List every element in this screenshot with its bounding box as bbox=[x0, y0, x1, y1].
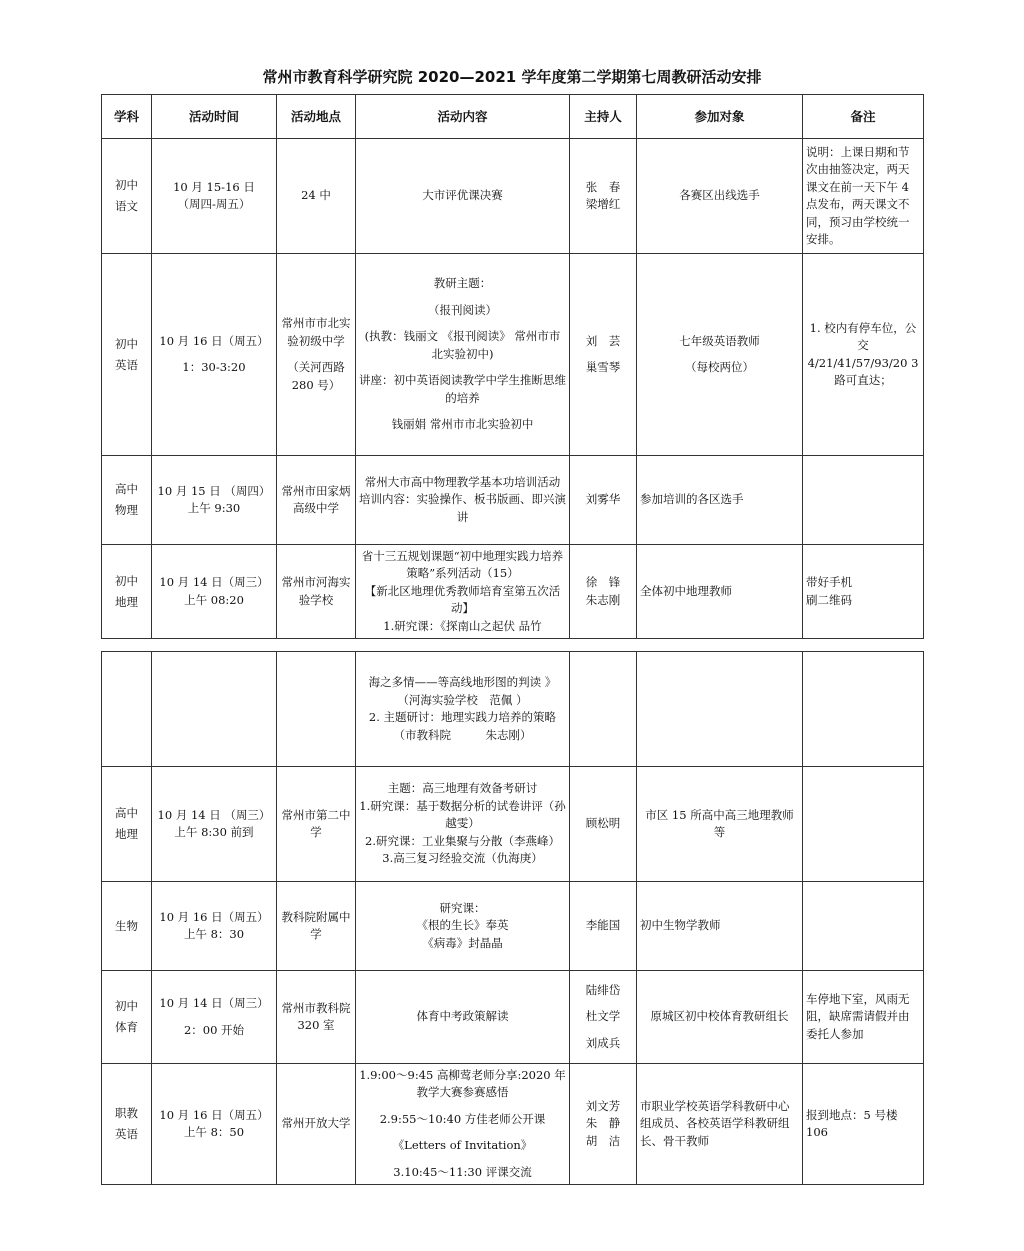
cell-notes bbox=[803, 882, 924, 971]
cell-time: 10 月 16 日（周五） 上午 8：50 bbox=[152, 1064, 277, 1185]
cell-time: 10 月 16 日（周五） 1：30-3:20 bbox=[152, 254, 277, 456]
cell-host: 刘 芸 巢雪琴 bbox=[570, 254, 637, 456]
cell-subject: 初中 英语 bbox=[102, 254, 152, 456]
header-content: 活动内容 bbox=[356, 95, 570, 139]
cell-location: 常州市河海实验学校 bbox=[277, 545, 356, 639]
cell-subject bbox=[102, 652, 152, 767]
header-location: 活动地点 bbox=[277, 95, 356, 139]
cell-location: 常州市市北实验初级中学 （关河西路 280 号） bbox=[277, 254, 356, 456]
cell-time: 10 月 14 日（周三） 上午 08:20 bbox=[152, 545, 277, 639]
cell-content: 常州大市高中物理教学基本功培训活动 培训内容：实验操作、板书版画、即兴演讲 bbox=[356, 456, 570, 545]
cell-notes: 说明：上课日期和节次由抽签决定，两天课文在前一天下午 4 点发布，两天课文不同，预习由学校统一安排。 bbox=[803, 139, 924, 254]
cell-host: 刘文芳 朱 静 胡 洁 bbox=[570, 1064, 637, 1185]
cell-participants: 七年级英语教师 （每校两位） bbox=[637, 254, 803, 456]
cell-content: 教研主题： （报刊阅读） (执教：钱丽文 《报刊阅读》 常州市市北实验初中) 讲座：初中英语阅读教学中学生推断思维的培养 钱丽娟 常州市市北实验初中 bbox=[356, 254, 570, 456]
table-row bbox=[102, 456, 924, 545]
table-row bbox=[102, 1064, 924, 1185]
cell-subject: 生物 bbox=[102, 882, 152, 971]
header-participants: 参加对象 bbox=[637, 95, 803, 139]
table-row bbox=[102, 652, 924, 767]
cell-subject: 初中 地理 bbox=[102, 545, 152, 639]
cell-participants bbox=[637, 652, 803, 767]
table-row bbox=[102, 139, 924, 254]
table-row bbox=[102, 545, 924, 639]
cell-host: 陆绯岱 杜文学 刘成兵 bbox=[570, 971, 637, 1064]
cell-content: 主题：高三地理有效备考研讨 1.研究课：基于数据分析的试卷讲评（孙越雯） 2.研究课：工业集聚与分散（李燕峰） 3.高三复习经验交流（仇海庚） bbox=[356, 767, 570, 882]
cell-content: 体育中考政策解读 bbox=[356, 971, 570, 1064]
cell-subject: 高中 地理 bbox=[102, 767, 152, 882]
header-notes: 备注 bbox=[803, 95, 924, 139]
page-title: 常州市教育科学研究院 2020—2021 学年度第二学期第七周教研活动安排 bbox=[262, 68, 762, 86]
cell-participants: 市职业学校英语学科教研中心组成员、各校英语学科教研组长、骨干教师 bbox=[637, 1064, 803, 1185]
cell-content: 研究课： 《根的生长》奉英 《病毒》封晶晶 bbox=[356, 882, 570, 971]
cell-location: 教科院附属中学 bbox=[277, 882, 356, 971]
cell-content: 海之多情——等高线地形图的判读 》 （河海实验学校 范佩 ） 2. 主题研讨：地理实践力培养的策略 （市教科院 朱志刚） bbox=[356, 652, 570, 767]
table-row bbox=[102, 971, 924, 1064]
cell-participants: 原城区初中校体育教研组长 bbox=[637, 971, 803, 1064]
cell-content: 省十三五规划课题“初中地理实践力培养策略”系列活动（15） 【新北区地理优秀教师培育室第五次活动】 1.研究课：《探南山之起伏 品竹 bbox=[356, 545, 570, 639]
cell-host bbox=[570, 652, 637, 767]
cell-host: 刘雾华 bbox=[570, 456, 637, 545]
cell-notes bbox=[803, 767, 924, 882]
cell-host: 徐 锋 朱志刚 bbox=[570, 545, 637, 639]
cell-participants: 各赛区出线选手 bbox=[637, 139, 803, 254]
cell-host: 顾松明 bbox=[570, 767, 637, 882]
cell-participants: 市区 15 所高中高三地理教师等 bbox=[637, 767, 803, 882]
cell-host: 李能国 bbox=[570, 882, 637, 971]
cell-location: 24 中 bbox=[277, 139, 356, 254]
schedule-table-part1 bbox=[101, 94, 924, 639]
cell-notes bbox=[803, 652, 924, 767]
table-row bbox=[102, 254, 924, 456]
cell-time: 10 月 15 日 （周四） 上午 9:30 bbox=[152, 456, 277, 545]
header-time: 活动时间 bbox=[152, 95, 277, 139]
cell-time: 10 月 16 日（周五） 上午 8：30 bbox=[152, 882, 277, 971]
cell-subject: 初中 体育 bbox=[102, 971, 152, 1064]
cell-participants: 初中生物学教师 bbox=[637, 882, 803, 971]
cell-subject: 高中 物理 bbox=[102, 456, 152, 545]
cell-location bbox=[277, 652, 356, 767]
cell-content: 1.9:00～9:45 高柳莺老师分享:2020 年教学大赛参赛感悟 2.9:55～10:40 方佳老师公开课 《Letters of Invitation》 3.10:45～11:30 评课交流 bbox=[356, 1064, 570, 1185]
header-subject: 学科 bbox=[102, 95, 152, 139]
cell-notes: 报到地点：5 号楼 106 bbox=[803, 1064, 924, 1185]
cell-host: 张 春 梁增红 bbox=[570, 139, 637, 254]
cell-time: 10 月 14 日 （周三） 上午 8:30 前到 bbox=[152, 767, 277, 882]
cell-subject: 初中 语文 bbox=[102, 139, 152, 254]
cell-participants: 全体初中地理教师 bbox=[637, 545, 803, 639]
cell-notes: 车停地下室，风雨无阻，缺席需请假并由委托人参加 bbox=[803, 971, 924, 1064]
cell-location: 常州市田家炳高级中学 bbox=[277, 456, 356, 545]
cell-participants: 参加培训的各区选手 bbox=[637, 456, 803, 545]
cell-time bbox=[152, 652, 277, 767]
cell-notes bbox=[803, 456, 924, 545]
cell-location: 常州开放大学 bbox=[277, 1064, 356, 1185]
cell-content: 大市评优课决赛 bbox=[356, 139, 570, 254]
schedule-table-part2 bbox=[101, 651, 924, 1185]
cell-location: 常州市第二中学 bbox=[277, 767, 356, 882]
cell-notes: 1. 校内有停车位，公交 4/21/41/57/93/20 3 路可直达； bbox=[803, 254, 924, 456]
cell-time: 10 月 14 日（周三） 2：00 开始 bbox=[152, 971, 277, 1064]
table-row bbox=[102, 882, 924, 971]
cell-time: 10 月 15-16 日 （周四-周五） bbox=[152, 139, 277, 254]
header-host: 主持人 bbox=[570, 95, 637, 139]
cell-location: 常州市教科院 320 室 bbox=[277, 971, 356, 1064]
cell-notes: 带好手机 刷二维码 bbox=[803, 545, 924, 639]
table-header-row bbox=[102, 95, 924, 139]
table-row bbox=[102, 767, 924, 882]
cell-subject: 职教 英语 bbox=[102, 1064, 152, 1185]
